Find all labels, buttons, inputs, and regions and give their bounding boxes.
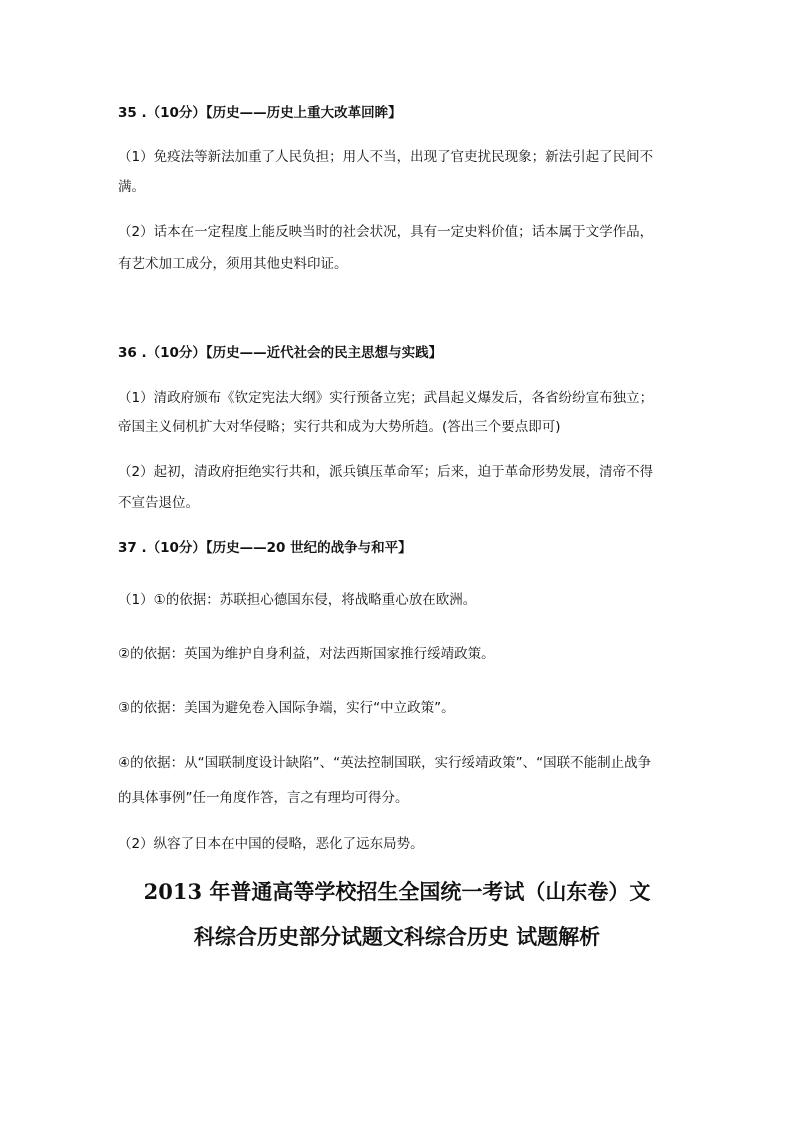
question-37-basis-4-line-2: 的具体事例”任一角度作答，言之有理均可得分。 (118, 790, 409, 806)
question-36-answer-2-line-2: 不宣告退位。 (118, 495, 199, 511)
question-37-basis-2: ②的依据：英国为维护自身利益，对法西斯国家推行绥靖政策。 (118, 646, 495, 662)
question-36-answer-1-line-1: （1）清政府颁布《钦定宪法大纲》实行预备立宪；武昌起义爆发后，各省纷纷宣布独立； (118, 390, 654, 406)
page-title-line-1: 2013 年普通高等学校招生全国统一考试（山东卷）文 (143, 879, 651, 904)
question-37-basis-4-line-1: ④的依据：从“国联制度设计缺陷”、“英法控制国联，实行绥靖政策”、“国联不能制止战争 (118, 755, 652, 771)
question-37-answer-2: （2）纵容了日本在中国的侵略，恶化了远东局势。 (118, 836, 424, 852)
question-35-heading: 35 .（10分）【历史——历史上重大改革回眸】 (118, 105, 402, 121)
page-title-line-2: 科综合历史部分试题文科综合历史 试题解析 (193, 924, 601, 949)
question-37-basis-1: （1）①的依据：苏联担心德国东侵，将战略重心放在欧洲。 (118, 592, 477, 608)
question-35-answer-2-line-2: 有艺术加工成分，须用其他史料印证。 (118, 256, 348, 272)
question-36-answer-1-line-2: 帝国主义伺机扩大对华侵略；实行共和成为大势所趋。(答出三个要点即可) (118, 419, 561, 435)
question-35-answer-1-line-1: （1）免疫法等新法加重了人民负担；用人不当，出现了官吏扰民现象；新法引起了民间不 (118, 149, 654, 165)
question-37-heading: 37 .（10分）【历史——20 世纪的战争与和平】 (118, 540, 412, 556)
question-36-heading: 36 .（10分）【历史——近代社会的民主思想与实践】 (118, 345, 443, 361)
question-35-answer-1-line-2: 满。 (118, 179, 145, 195)
question-36-answer-2-line-1: （2）起初，清政府拒绝实行共和，派兵镇压革命军；后来，迫于革命形势发展，清帝不得 (118, 464, 654, 480)
question-35-answer-2-line-1: （2）话本在一定程度上能反映当时的社会状况，具有一定史料价值；话本属于文学作品， (118, 224, 654, 240)
question-37-basis-3: ③的依据：美国为避免卷入国际争端，实行“中立政策”。 (118, 700, 455, 716)
